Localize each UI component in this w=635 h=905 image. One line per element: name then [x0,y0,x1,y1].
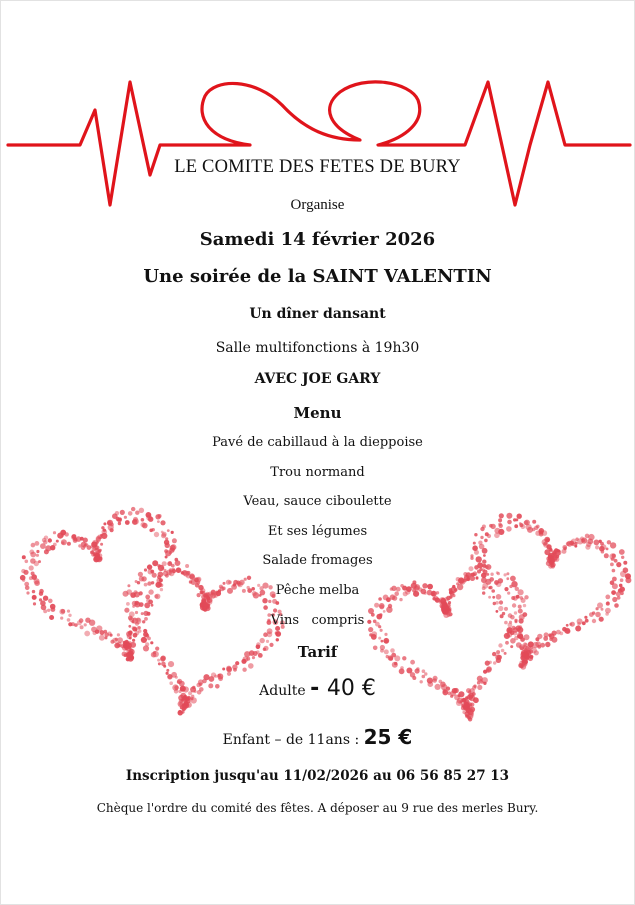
adult-price: 40 € [326,676,376,701]
pricing-heading: Tarif [297,643,338,661]
menu-heading: Menu [293,404,342,422]
child-price-line [0,725,635,749]
cheque-text: Chèque l'ordre du comité des fêtes. A déposer au 9 rue des merles Bury. [96,801,539,815]
menu-item: Salade fromages [262,553,373,568]
event-venue: Salle multifonctions à 19h30 [215,340,420,356]
child-label: Enfant – de 11ans : [222,732,364,748]
event-date: Samedi 14 février 2026 [199,229,436,250]
event-title: Une soirée de la SAINT VALENTIN [143,266,492,287]
organise-text: Organise [290,197,345,213]
menu-item: Veau, sauce ciboulette [243,494,392,509]
menu-item: Pavé de cabillaud à la dieppoise [212,435,423,450]
menu-item: Vins compris [270,613,365,628]
adult-label: Adulte [259,683,311,699]
menu-item: Pêche melba [275,583,360,598]
menu-item: Et ses légumes [267,524,368,539]
inscription-text: Inscription jusqu'au 11/02/2026 au 06 56 85 27 13 [125,768,510,784]
heartbeat-heart-icon [8,82,630,205]
event-subtitle: Un dîner dansant [249,306,386,322]
menu-item: Trou normand [270,465,365,480]
committee-name: LE COMITE DES FETES DE BURY [174,157,461,177]
adult-dash: - [310,676,327,701]
adult-price-line [0,676,635,701]
event-artist: AVEC JOE GARY [254,371,381,387]
child-price: 25 € [363,725,413,749]
